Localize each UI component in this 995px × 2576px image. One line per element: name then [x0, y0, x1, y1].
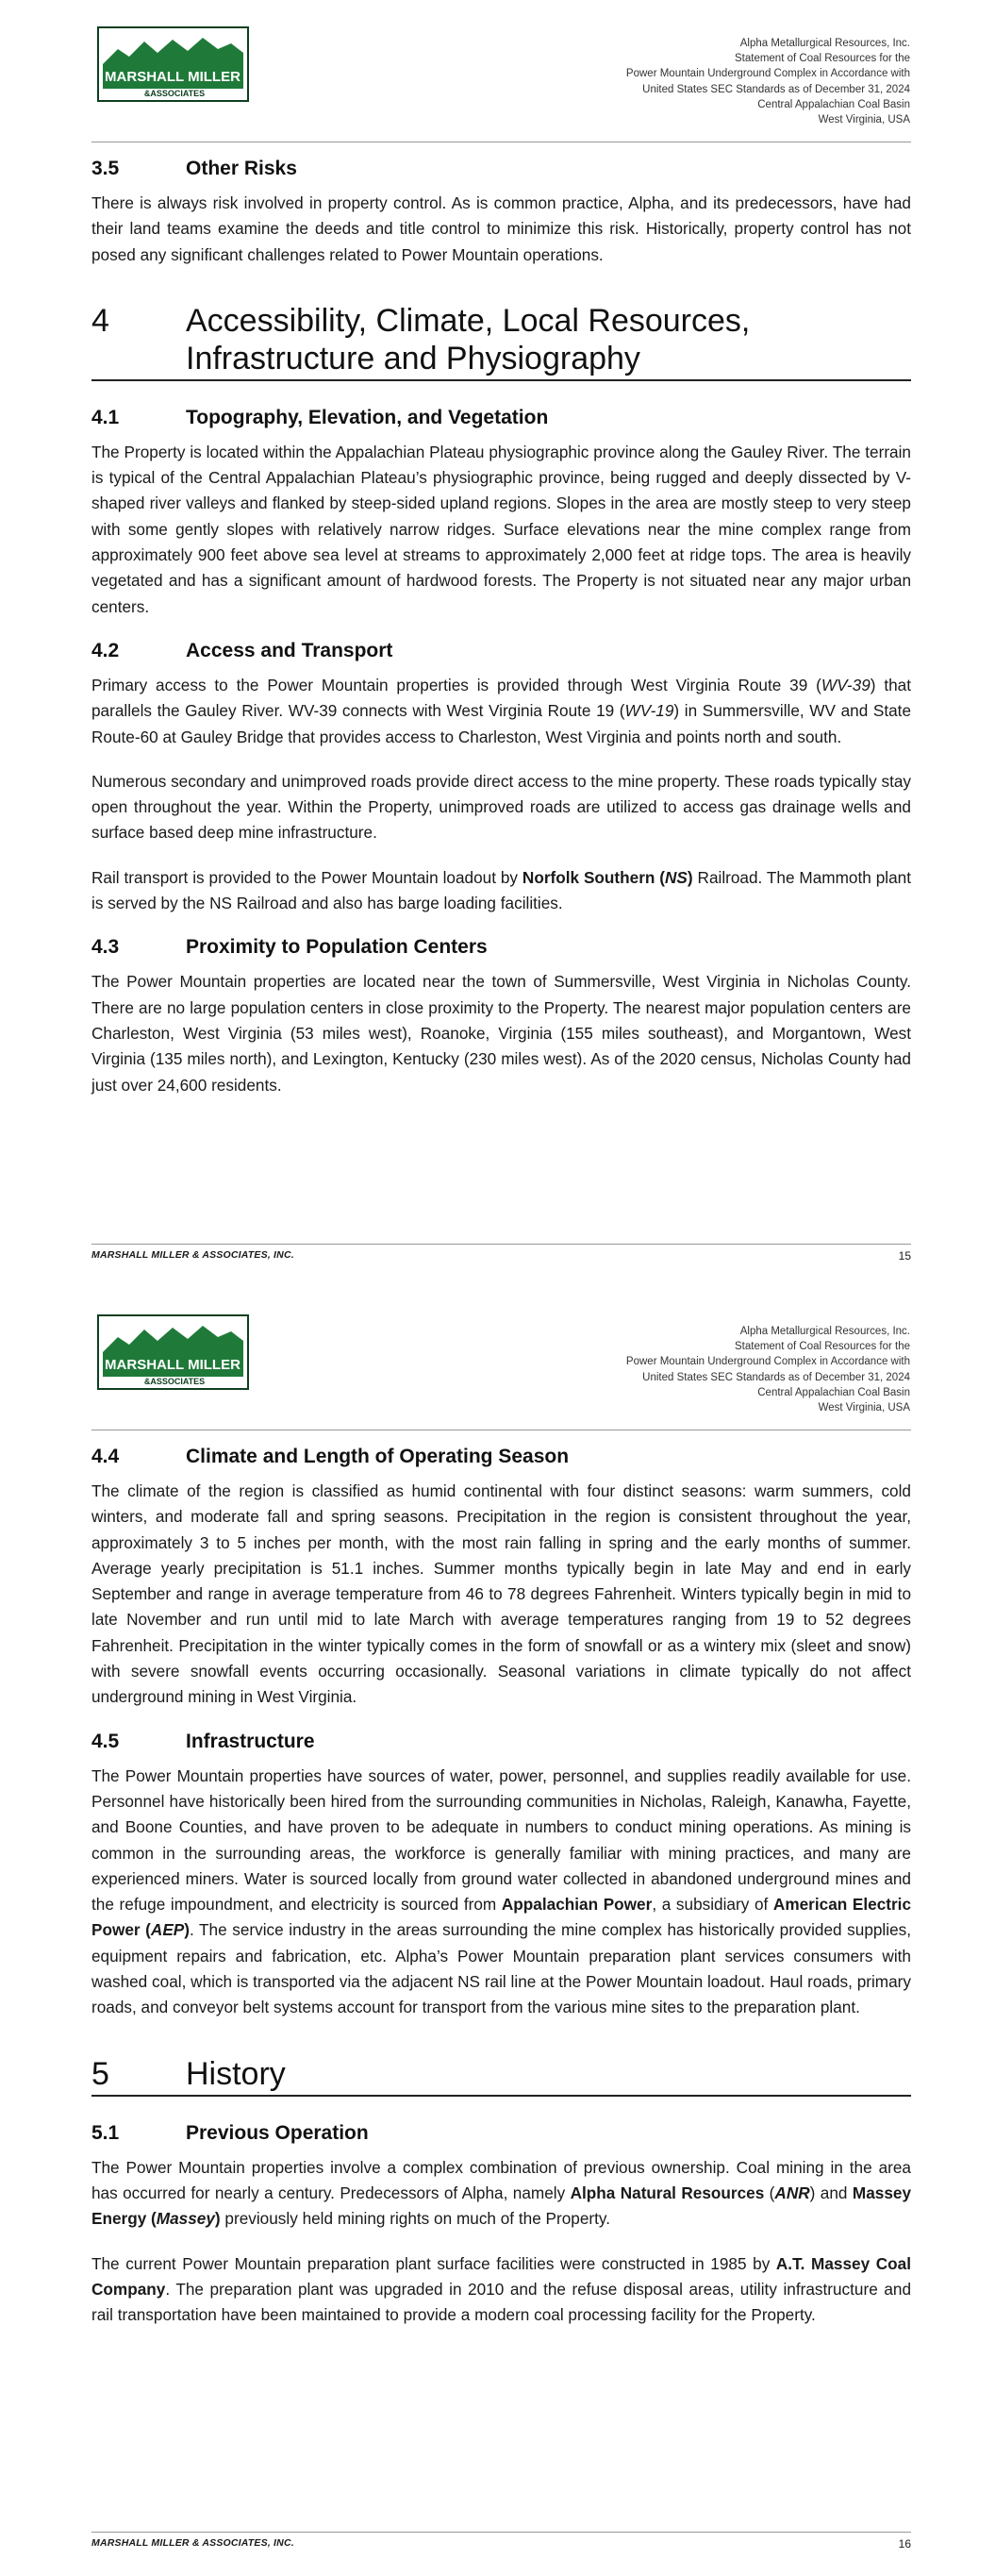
company-logo	[97, 1314, 249, 1390]
section-heading-4-4: 4.4 Climate and Length of Operating Season	[91, 1446, 570, 1467]
paragraph: The current Power Mountain preparation plant surface facilities were constructed in 1985 by A.T. Massey Coal Company. The preparation plant was upgraded in 2010 and the refuse disposal areas, utility infrastructure and rail transportation have been maintained to provide a modern coal processing facility for the Property.	[91, 2253, 911, 2325]
section-heading-3-5: 3.5 Other Risks	[91, 158, 297, 179]
footer-company: MARSHALL MILLER & ASSOCIATES, INC.	[91, 1249, 294, 1261]
section-heading-4-2: 4.2 Access and Transport	[91, 639, 393, 661]
paragraph: Primary access to the Power Mountain properties is provided through West Virginia Route 39 (WV-39) that parallels the Gauley River. WV-39 connects with West Virginia Route 19 (WV-19) in Summersville, WV and State Route-60 at Gauley Bridge that provides access to Charleston, West Virginia and points north and south.	[91, 675, 912, 746]
section-heading-5: 5 History	[91, 2055, 911, 2097]
company-logo	[97, 26, 249, 102]
svg-text:MARSHALL MILLER: MARSHALL MILLER	[105, 1357, 240, 1373]
paragraph: The Property is located within the Appalachian Plateau physiographic province along the Gauley River. The terrain is typical of the Central Appalachian Plateau’s physiographic province, being rugged and deeply dissected by V-shaped river valleys and flanked by steep-sided upland regions. Slopes in the area are mostly steep to very steep with some gently slopes with relatively narrow ridges. Surface elevations near the mine complex range from approximately 900 feet above sea level at streams to approximately 2,000 feet at ridge tops. The area is heavily vegetated and has a significant amount of hardwood forests. The Property is not situated near any major urban centers.	[91, 442, 911, 616]
paragraph: The climate of the region is classified as humid continental with four distinct seasons: warm summers, cold winters, and moderate fall and spring seasons. Precipitation in the region is consistent throughout the year, approximately 3 to 5 inches per month, with the most rain falling in spring and the early months of summer. Average yearly precipitation is 51.1 inches. Summer months typically begin in late May and end in early September and range in average temperature from 46 to 78 degrees Fahrenheit. Winters typically begin in mid to late November and run until mid to late March with average temperatures ranging from 19 to 52 degrees Fahrenheit. Precipitation in the winter typically comes in the form of snowfall or as a wintery mix (sleet and snow) with severe snowfall events occurring occasionally. Seasonal variations in climate typically do not affect underground mining in West Virginia.	[91, 1481, 911, 1707]
section-heading-4-5: 4.5 Infrastructure	[91, 1730, 315, 1752]
page-number: 16	[898, 2537, 911, 2551]
section-heading-4-3: 4.3 Proximity to Population Centers	[91, 936, 488, 959]
page-16-body	[91, 1445, 911, 2347]
footer-company: MARSHALL MILLER & ASSOCIATES, INC.	[91, 2537, 294, 2549]
svg-text:MARSHALL MILLER: MARSHALL MILLER	[105, 69, 240, 85]
paragraph: The Power Mountain properties are located near the town of Summersville, West Virginia in Nicholas County. There are no large population centers in close proximity to the Property. The nearest major population centers are Charleston, West Virginia (53 miles west), Roanoke, Virginia (155 miles southeast), and Morgantown, West Virginia (135 miles north), and Lexington, Kentucky (230 miles west). As of the 2020 census, Nicholas County had just over 24,600 residents.	[91, 972, 911, 1095]
footer-divider	[91, 2532, 911, 2533]
svg-text:&ASSOCIATES: &ASSOCIATES	[143, 1377, 206, 1386]
svg-text:&ASSOCIATES: &ASSOCIATES	[143, 89, 206, 98]
section-heading-5-1: 5.1 Previous Operation	[91, 2121, 369, 2144]
paragraph: There is always risk involved in property control. As is common practice, Alpha, and its predecessors, have had their land teams examine the deeds and title control to minimize this risk. Historically, property control has not posed any significant challenges related to Power Mountain operations.	[91, 193, 911, 264]
page-number: 15	[898, 1249, 911, 1263]
page-16	[0, 1288, 995, 2576]
paragraph: Numerous secondary and unimproved roads provide direct access to the mine property. These roads typically stay open throughout the year. Within the Property, unimproved roads are utilized to access gas drainage wells and surface based deep mine infrastructure.	[91, 771, 911, 843]
paragraph: The Power Mountain properties have sources of water, power, personnel, and supplies readily available for use. Personnel have historically been hired from the surrounding communities in Nicholas, Raleigh, Kanawha, Fayette, and Boone Counties, and have proven to be adequate in numbers to conduct mining operations. As mining is common in the surrounding areas, the workforce is generally familiar with mining practices, and many are experienced miners. Water is sourced locally from ground water collected in abandoned underground mines and the refuge impoundment, and electricity is sourced from Appalachian Power, a subsidiary of American Electric Power (AEP). The service industry in the areas surrounding the mine complex has historically provided supplies, equipment repairs and fabrication, etc. Alpha’s Power Mountain preparation plant services consumers with washed coal, which is transported via the adjacent NS rail line at the Power Mountain loadout. Haul roads, primary roads, and conveyor belt systems account for transport from the various mine sites to the preparation plant.	[91, 1765, 911, 2017]
document-header: Alpha Metallurgical Resources, Inc. Statement of Coal Resources for the Power Mountain Underground Complex in Accordance with United States SEC Standards as of December 31, 2024 Central Appalachian Coal Basin West Virginia, USA	[625, 1326, 910, 1414]
section-heading-4: 4 Accessibility, Climate, Local Resources, Infrastructure and Physiography	[91, 302, 911, 381]
page-15-body	[91, 157, 911, 1117]
document-header: Alpha Metallurgical Resources, Inc. Statement of Coal Resources for the Power Mountain Underground Complex in Accordance with United States SEC Standards as of December 31, 2024 Central Appalachian Coal Basin West Virginia, USA	[625, 38, 910, 126]
paragraph: Rail transport is provided to the Power Mountain loadout by Norfolk Southern (NS) Railroad. The Mammoth plant is served by the NS Railroad and also has barge loading facilities.	[91, 867, 911, 913]
section-heading-4-1: 4.1 Topography, Elevation, and Vegetation	[91, 406, 549, 428]
footer-divider	[91, 1244, 911, 1245]
paragraph: The Power Mountain properties involve a complex combination of previous ownership. Coal mining in the area has occurred for nearly a century. Predecessors of Alpha, namely Alpha Natural Resources (ANR) and Massey Energy (Massey) previously held mining rights on much of the Property.	[91, 2157, 912, 2229]
